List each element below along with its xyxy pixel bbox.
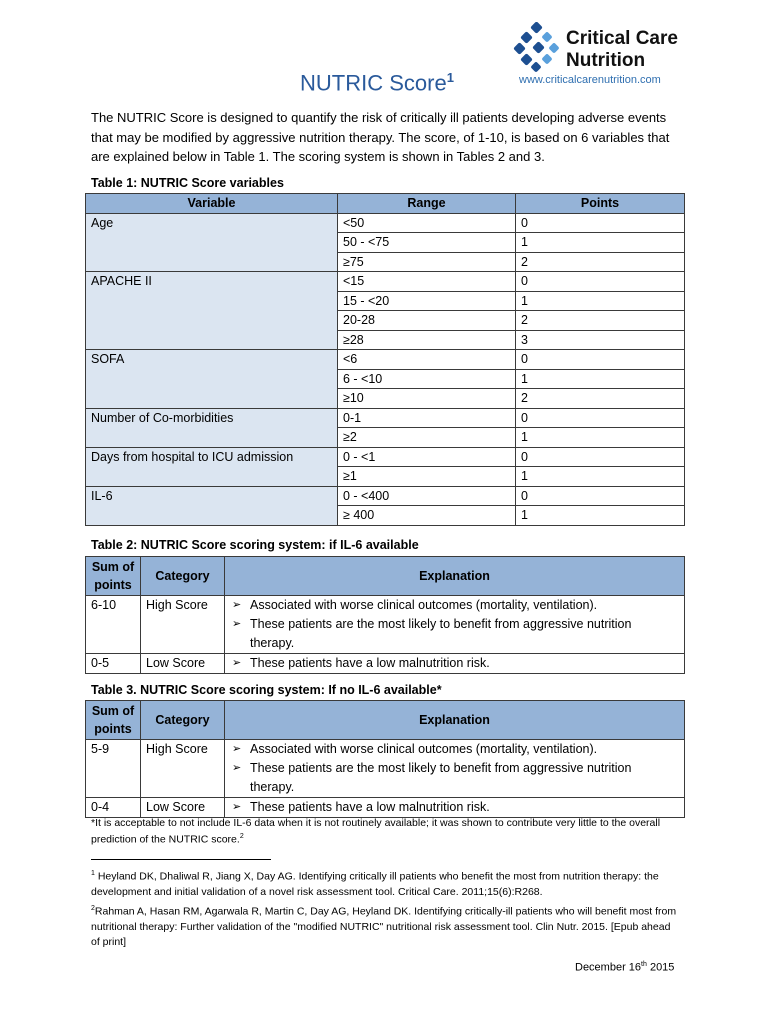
explanation-cell: [225, 740, 685, 798]
table-row: [86, 350, 685, 370]
footnotes: [91, 866, 681, 951]
table-row: [86, 447, 685, 467]
range-cell: 20-28: [338, 311, 516, 331]
sum-cell: 0-4: [86, 798, 141, 818]
range-cell: ≥28: [338, 330, 516, 350]
explanation-bullet: ➢ Associated with worse clinical outcomes (mortality, ventilation).: [230, 740, 679, 759]
logo-mark-icon: [512, 22, 562, 72]
explanation-cell: [225, 654, 685, 674]
header-category: Category: [141, 557, 225, 596]
table-row: [86, 596, 685, 654]
range-cell: ≥ 400: [338, 506, 516, 526]
table2-caption: Table 2: NUTRIC Score scoring system: if IL-6 available: [91, 538, 419, 552]
points-cell: 1: [516, 369, 685, 389]
points-cell: 0: [516, 350, 685, 370]
variable-cell: SOFA: [86, 350, 338, 409]
table-header-row: [86, 194, 685, 214]
range-cell: ≥10: [338, 389, 516, 409]
points-cell: 0: [516, 272, 685, 292]
category-cell: High Score: [141, 596, 225, 654]
table1-caption: Table 1: NUTRIC Score variables: [91, 176, 284, 190]
range-cell: 0 - <1: [338, 447, 516, 467]
points-cell: 0: [516, 486, 685, 506]
page-title: NUTRIC Score$^1$: [300, 70, 454, 96]
variable-cell: Days from hospital to ICU admission: [86, 447, 338, 486]
sum-cell: 5-9: [86, 740, 141, 798]
range-cell: ≥1: [338, 467, 516, 487]
points-cell: 1: [516, 291, 685, 311]
category-cell: Low Score: [141, 654, 225, 674]
table-row: [86, 408, 685, 428]
header-points: Points: [516, 194, 685, 214]
points-cell: 0: [516, 447, 685, 467]
table-row: [86, 654, 685, 674]
table-row: [86, 740, 685, 798]
explanation-bullet: ➢ These patients have a low malnutrition risk.: [230, 654, 679, 673]
header-variable: Variable: [86, 194, 338, 214]
header-sum: Sum of points: [86, 557, 141, 596]
document-date: December 16th 2015: [575, 961, 675, 974]
table-header-row: [86, 557, 685, 596]
points-cell: 3: [516, 330, 685, 350]
range-cell: <15: [338, 272, 516, 292]
variables-table: [85, 193, 685, 526]
explanation-bullet: ➢ These patients have a low malnutrition risk.: [230, 798, 679, 817]
range-cell: 15 - <20: [338, 291, 516, 311]
range-cell: ≥2: [338, 428, 516, 448]
il6-note: *It is acceptable to not include IL-6 data when it is not routinely available; it was shown to contribute very little to the overall prediction of the NUTRIC score.$^2$: [91, 817, 661, 846]
category-cell: High Score: [141, 740, 225, 798]
footnote-2: $^2$Rahman A, Hasan RM, Agarwala R, Martin C, Day AG, Heyland DK. Identifying critically-ill patients who will benefit most from nutritional therapy: Further validation of the "modified NUTRIC" nutritional risk assessment tool. Clin Nutr. 2015. [Epub ahead of print]: [91, 904, 677, 948]
range-cell: <6: [338, 350, 516, 370]
table-row: [86, 798, 685, 818]
logo-name: Critical Care Nutrition: [566, 28, 678, 71]
variable-cell: IL-6: [86, 486, 338, 525]
range-cell: 0-1: [338, 408, 516, 428]
explanation-bullet: ➢ Associated with worse clinical outcomes (mortality, ventilation).: [230, 596, 679, 615]
explanation-cell: [225, 596, 685, 654]
explanation-bullet: ➢ These patients are the most likely to benefit from aggressive nutrition therapy.: [230, 759, 679, 797]
variable-cell: Number of Co-morbidities: [86, 408, 338, 447]
points-cell: 0: [516, 213, 685, 233]
table-row: [86, 272, 685, 292]
sum-cell: 6-10: [86, 596, 141, 654]
footnote-1: $^1$ Heyland DK, Dhaliwal R, Jiang X, Day AG. Identifying critically ill patients who benefit the most from nutrition therapy: the development and initial validation of a novel risk assessment tool. Critical Care. 2011;15(6):R268.: [91, 870, 659, 898]
category-cell: Low Score: [141, 798, 225, 818]
points-cell: 1: [516, 467, 685, 487]
range-cell: ≥75: [338, 252, 516, 272]
points-cell: 1: [516, 428, 685, 448]
points-cell: 2: [516, 389, 685, 409]
table3-caption: Table 3. NUTRIC Score scoring system: If no IL-6 available*: [91, 683, 442, 697]
range-cell: 6 - <10: [338, 369, 516, 389]
table-row: [86, 213, 685, 233]
range-cell: <50: [338, 213, 516, 233]
range-cell: 50 - <75: [338, 233, 516, 253]
logo-url[interactable]: www.criticalcarenutrition.com: [519, 74, 661, 86]
scoring-table-il6: [85, 556, 685, 674]
points-cell: 2: [516, 311, 685, 331]
points-cell: 0: [516, 408, 685, 428]
table-header-row: [86, 701, 685, 740]
table-row: [86, 486, 685, 506]
range-cell: 0 - <400: [338, 486, 516, 506]
sum-cell: 0-5: [86, 654, 141, 674]
logo: [512, 22, 687, 92]
intro-paragraph: The NUTRIC Score is designed to quantify the risk of critically ill patients developing adverse events that may be modified by aggressive nutrition therapy. The score, of 1-10, is based on 6 variables that are explained below in Table 1. The scoring system is shown in Tables 2 and 3.: [91, 110, 670, 164]
header-explanation: Explanation: [225, 557, 685, 596]
variable-cell: Age: [86, 213, 338, 272]
explanation-cell: [225, 798, 685, 818]
variable-cell: APACHE II: [86, 272, 338, 350]
header-range: Range: [338, 194, 516, 214]
points-cell: 2: [516, 252, 685, 272]
explanation-bullet: ➢ These patients are the most likely to benefit from aggressive nutrition therapy.: [230, 615, 679, 653]
scoring-table-no-il6: [85, 700, 685, 818]
footnote-divider: [91, 859, 271, 860]
header-category: Category: [141, 701, 225, 740]
points-cell: 1: [516, 233, 685, 253]
header-sum: Sum of points: [86, 701, 141, 740]
points-cell: 1: [516, 506, 685, 526]
header-explanation: Explanation: [225, 701, 685, 740]
